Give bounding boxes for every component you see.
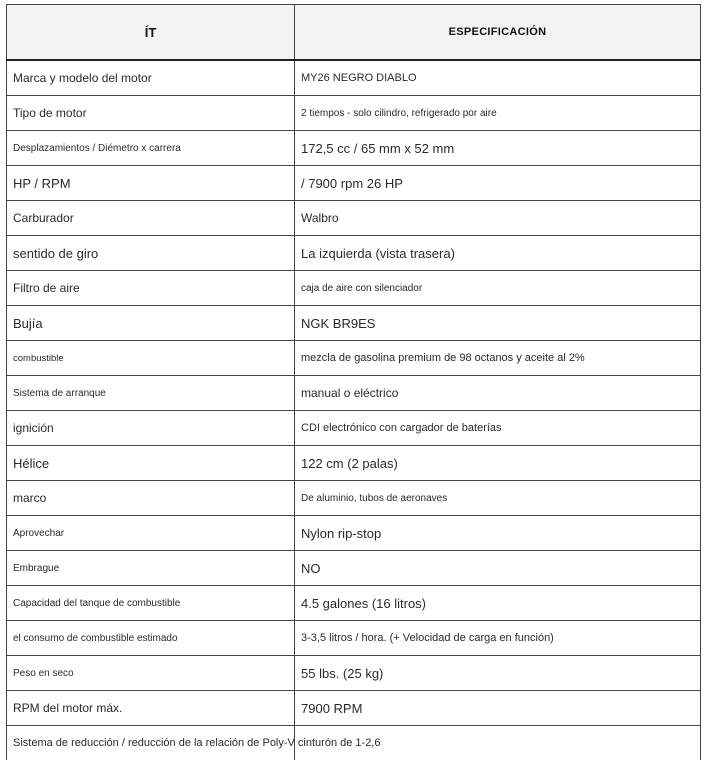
row-item: Embrague bbox=[7, 551, 295, 586]
table-row bbox=[7, 551, 701, 586]
table-row bbox=[7, 96, 701, 131]
row-item: Desplazamientos / Diémetro x carrera bbox=[7, 131, 295, 166]
table-row bbox=[7, 726, 701, 761]
header-row bbox=[7, 5, 701, 61]
row-item: HP / RPM bbox=[7, 166, 295, 201]
row-item: Peso en seco bbox=[7, 656, 295, 691]
row-item: Capacidad del tanque de combustible bbox=[7, 586, 295, 621]
row-spec: caja de aire con silenciador bbox=[295, 271, 701, 306]
row-item: ignición bbox=[7, 411, 295, 446]
row-spec: 55 lbs. (25 kg) bbox=[295, 656, 701, 691]
row-spec: La izquierda (vista trasera) bbox=[295, 236, 701, 271]
row-spec: 3-3,5 litros / hora. (+ Velocidad de carga en función) bbox=[295, 621, 701, 656]
table-row bbox=[7, 236, 701, 271]
table-row bbox=[7, 306, 701, 341]
table-body bbox=[7, 60, 701, 760]
table-row bbox=[7, 446, 701, 481]
table-row bbox=[7, 131, 701, 166]
row-item: marco bbox=[7, 481, 295, 516]
row-spec: 122 cm (2 palas) bbox=[295, 446, 701, 481]
row-item: Bujía bbox=[7, 306, 295, 341]
table-row bbox=[7, 621, 701, 656]
row-item: Carburador bbox=[7, 201, 295, 236]
specification-table bbox=[6, 4, 701, 760]
row-spec: NGK BR9ES bbox=[295, 306, 701, 341]
row-item: Marca y modelo del motor bbox=[7, 60, 295, 96]
table-row bbox=[7, 341, 701, 376]
row-spec: 2 tiempos - solo cilindro, refrigerado por aire bbox=[295, 96, 701, 131]
table-row bbox=[7, 60, 701, 96]
row-spec: 7900 RPM bbox=[295, 691, 701, 726]
row-item: Sistema de reducción / reducción de la relación de Poly-V cinturón de 1-2,6 bbox=[7, 726, 295, 761]
row-item: combustible bbox=[7, 341, 295, 376]
table-row bbox=[7, 516, 701, 551]
table-row bbox=[7, 586, 701, 621]
row-item: Tipo de motor bbox=[7, 96, 295, 131]
table-row bbox=[7, 691, 701, 726]
row-item: Sistema de arranque bbox=[7, 376, 295, 411]
table-row bbox=[7, 656, 701, 691]
row-spec: Nylon rip-stop bbox=[295, 516, 701, 551]
row-spec: 4.5 galones (16 litros) bbox=[295, 586, 701, 621]
row-spec: NO bbox=[295, 551, 701, 586]
table-row bbox=[7, 201, 701, 236]
row-spec: mezcla de gasolina premium de 98 octanos y aceite al 2% bbox=[295, 341, 701, 376]
row-item: sentido de giro bbox=[7, 236, 295, 271]
row-spec: Walbro bbox=[295, 201, 701, 236]
table-row bbox=[7, 411, 701, 446]
row-item: Hélice bbox=[7, 446, 295, 481]
row-item: Aprovechar bbox=[7, 516, 295, 551]
row-spec: MY26 NEGRO DIABLO bbox=[295, 60, 701, 96]
row-spec: manual o eléctrico bbox=[295, 376, 701, 411]
table-row bbox=[7, 271, 701, 306]
row-spec: 172,5 cc / 65 mm x 52 mm bbox=[295, 131, 701, 166]
table-row bbox=[7, 166, 701, 201]
row-spec: De aluminio, tubos de aeronaves bbox=[295, 481, 701, 516]
table-header bbox=[7, 5, 701, 61]
row-spec: / 7900 rpm 26 HP bbox=[295, 166, 701, 201]
table-row bbox=[7, 481, 701, 516]
row-item: RPM del motor máx. bbox=[7, 691, 295, 726]
header-specification: ESPECIFICACIÓN bbox=[295, 5, 701, 61]
row-item: el consumo de combustible estimado bbox=[7, 621, 295, 656]
row-spec: CDI electrónico con cargador de baterías bbox=[295, 411, 701, 446]
table-row bbox=[7, 376, 701, 411]
header-item: ÍT bbox=[7, 5, 295, 61]
row-item: Filtro de aire bbox=[7, 271, 295, 306]
